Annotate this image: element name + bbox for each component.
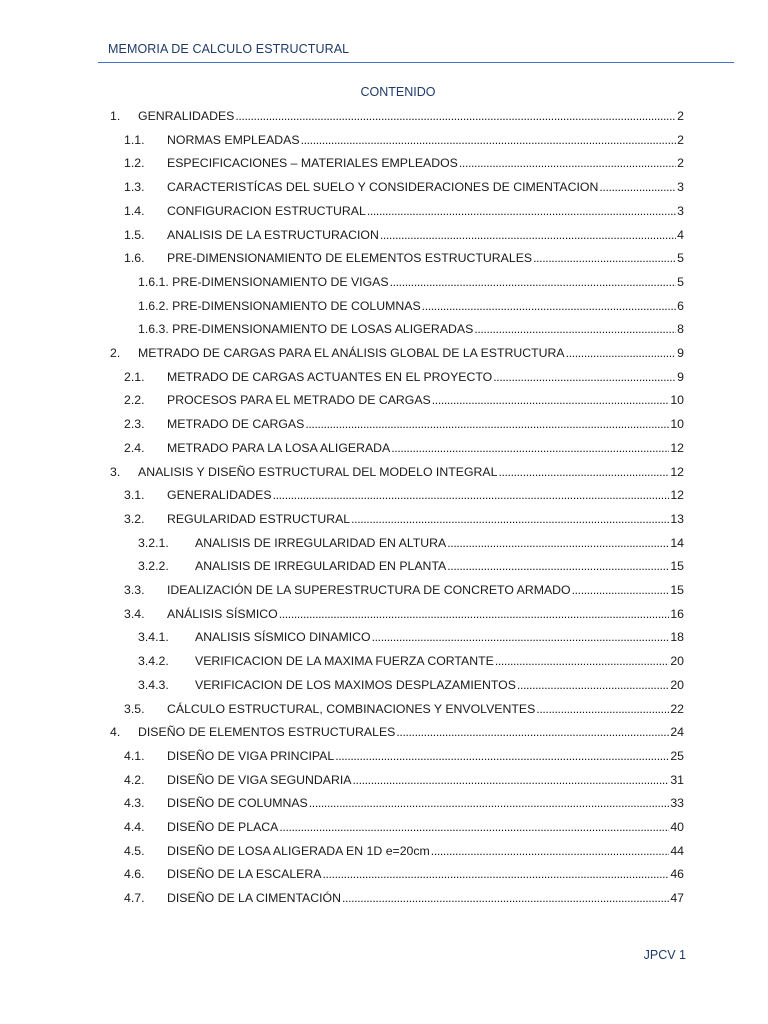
- toc-entry-number: 4.6.: [124, 867, 145, 882]
- toc-entry-page: 9: [677, 369, 684, 384]
- toc-entry-title: ANÁLISIS SÍSMICO: [167, 606, 278, 621]
- toc-entry-page: 6: [677, 298, 684, 313]
- toc-dot-leader: [372, 630, 670, 644]
- toc-dot-leader: [380, 228, 676, 242]
- toc-entry-title: DISEÑO DE VIGA SEGUNDARIA: [167, 772, 352, 787]
- toc-entry-page: 12: [670, 440, 684, 455]
- toc-dot-leader: [353, 773, 670, 787]
- toc-entry-number: 4.5.: [124, 843, 145, 858]
- toc-entry-title: GENERALIDADES: [167, 488, 272, 503]
- toc-entry-page: 16: [670, 606, 684, 621]
- toc-entry[interactable]: [124, 508, 684, 530]
- toc-entry-page: 15: [670, 583, 684, 597]
- toc-entry-title: DISEÑO DE ELEMENTOS ESTRUCTURALES: [138, 725, 396, 740]
- toc-dot-leader: [279, 820, 669, 834]
- toc-entry-title: VERIFICACION DE LA MAXIMA FUERZA CORTANTE: [195, 654, 494, 669]
- toc-dot-leader: [599, 180, 676, 194]
- toc-entry-page: 10: [670, 417, 684, 432]
- toc-entry[interactable]: [138, 674, 684, 696]
- toc-entry-number: 3.5.: [124, 701, 145, 716]
- toc-entry-number: 1.2.: [124, 156, 145, 171]
- toc-entry-page: 20: [670, 677, 684, 692]
- toc-entry-page: 12: [670, 488, 684, 503]
- toc-dot-leader: [322, 867, 669, 881]
- toc-entry-title: DISEÑO DE PLACA: [167, 820, 279, 834]
- toc-entry-title: ANALISIS DE IRREGULARIDAD EN PLANTA: [195, 559, 447, 574]
- toc-entry[interactable]: [138, 271, 684, 293]
- toc-entry-title: DISEÑO DE LOSA ALIGERADA EN 1D e=20cm: [167, 843, 430, 858]
- toc-dot-leader: [498, 465, 669, 479]
- toc-entry-title: REGULARIDAD ESTRUCTURAL: [167, 511, 351, 526]
- toc-entry-title: DISEÑO DE LA ESCALERA: [167, 867, 322, 882]
- toc-dot-leader: [279, 607, 670, 621]
- toc-entry-title: DISEÑO DE VIGA PRINCIPAL: [167, 748, 335, 763]
- toc-entry[interactable]: [124, 200, 684, 222]
- toc-dot-leader: [422, 299, 677, 313]
- toc-entry[interactable]: [124, 224, 684, 246]
- toc-dot-leader: [351, 512, 669, 526]
- toc-dot-leader: [536, 702, 669, 716]
- toc-dot-leader: [391, 441, 669, 455]
- toc-entry[interactable]: [124, 769, 684, 791]
- toc-entry[interactable]: [124, 863, 684, 885]
- toc-entry-title: DISEÑO DE COLUMNAS: [167, 796, 308, 811]
- toc-entry[interactable]: [124, 603, 684, 625]
- toc-entry-title: CARACTERISTÍCAS DEL SUELO Y CONSIDERACIONES DE CIMENTACION: [167, 180, 599, 195]
- toc-entry-page: 5: [677, 274, 684, 289]
- toc-dot-leader: [432, 393, 670, 407]
- toc-entry-number: 4.3.: [124, 796, 145, 811]
- toc-entry-page: 13: [670, 511, 684, 526]
- toc-entry[interactable]: [124, 840, 684, 862]
- toc-entry-title: VERIFICACION DE LOS MAXIMOS DESPLAZAMIENTOS: [195, 677, 516, 692]
- page-footer: JPCV 1: [643, 948, 686, 962]
- toc-entry-number: 2.3.: [124, 417, 145, 432]
- toc-entry-number: 1.4.: [124, 203, 145, 218]
- toc-entry[interactable]: [124, 437, 684, 459]
- toc-dot-leader: [396, 725, 669, 739]
- toc-entry-page: 10: [670, 393, 684, 408]
- toc-entry[interactable]: [110, 342, 684, 364]
- toc-dot-leader: [447, 536, 669, 550]
- toc-entry-page: 18: [670, 630, 684, 645]
- toc-entry-page: 2: [677, 132, 684, 147]
- toc-entry-number: 2.4.: [124, 440, 145, 455]
- toc-entry-page: 2: [677, 109, 684, 123]
- toc-entry[interactable]: [124, 816, 684, 838]
- toc-entry-page: 12: [670, 464, 684, 479]
- toc-entry[interactable]: [110, 105, 684, 127]
- toc-entry-title: GENRALIDADES: [138, 109, 235, 123]
- toc-dot-leader: [495, 654, 669, 668]
- toc-dot-leader: [309, 796, 670, 810]
- toc-entry-number: 2.2.: [124, 393, 145, 408]
- toc-entry-title: ANALISIS DE IRREGULARIDAD EN ALTURA: [195, 535, 447, 550]
- toc-entry-page: 22: [670, 701, 684, 716]
- toc-dot-leader: [301, 133, 677, 147]
- toc-entry-title: ANALISIS DE LA ESTRUCTURACION: [167, 227, 379, 242]
- toc-entry[interactable]: [138, 626, 684, 648]
- toc-entry-page: 14: [670, 535, 684, 550]
- toc-entry-number: 3.1.: [124, 488, 145, 503]
- toc-entry-number: 1.3.: [124, 180, 145, 195]
- toc-entry-number: 3.4.2.: [138, 654, 169, 669]
- toc-entry-number: 2.1.: [124, 369, 145, 384]
- toc-dot-leader: [447, 559, 669, 573]
- toc-entry-title: ESPECIFICACIONES – MATERIALES EMPLEADOS: [167, 156, 458, 171]
- toc-entry-number: 3.4.1.: [138, 630, 169, 645]
- toc-entry-number: 1.6.: [124, 251, 145, 266]
- toc-entry-title: 1.6.1. PRE-DIMENSIONAMIENTO DE VIGAS: [138, 274, 389, 289]
- toc-entry-number: 3.3.: [124, 583, 145, 597]
- toc-entry[interactable]: [138, 555, 684, 577]
- toc-entry[interactable]: [138, 318, 684, 340]
- toc-dot-leader: [459, 156, 676, 170]
- toc-entry-title: METRADO DE CARGAS: [167, 417, 305, 432]
- toc-entry-page: 15: [670, 559, 684, 574]
- toc-entry-page: 4: [677, 227, 684, 242]
- toc-entry[interactable]: [124, 887, 684, 909]
- toc-entry[interactable]: [124, 152, 684, 174]
- toc-entry[interactable]: [124, 792, 684, 814]
- toc-entry-title: ANALISIS Y DISEÑO ESTRUCTURAL DEL MODELO INTEGRAL: [138, 464, 498, 479]
- toc-entry-title: ANALISIS SÍSMICO DINAMICO: [195, 630, 371, 645]
- toc-entry[interactable]: [124, 366, 684, 388]
- toc-entry[interactable]: [124, 129, 684, 151]
- toc-entry-page: 24: [670, 725, 684, 740]
- toc-entry-number: 4.: [110, 725, 121, 740]
- toc-heading: CONTENIDO: [360, 85, 436, 99]
- toc-entry[interactable]: [124, 389, 684, 411]
- toc-dot-leader: [305, 417, 669, 431]
- toc-entry-page: 8: [677, 322, 684, 337]
- toc-entry-page: 5: [677, 251, 684, 266]
- toc-entry-number: 1.5.: [124, 227, 145, 242]
- toc-entry-page: 9: [677, 346, 684, 360]
- toc-entry-page: 20: [670, 654, 684, 669]
- toc-entry[interactable]: [124, 176, 684, 198]
- toc-dot-leader: [273, 488, 670, 502]
- toc-dot-leader: [474, 322, 676, 336]
- toc-entry[interactable]: [138, 650, 684, 672]
- toc-entry-page: 40: [670, 820, 684, 834]
- toc-dot-leader: [517, 678, 669, 692]
- toc-entry-page: 47: [670, 891, 684, 906]
- document-header-title: MEMORIA DE CALCULO ESTRUCTURAL: [108, 42, 350, 56]
- toc-entry-number: 3.: [110, 464, 121, 479]
- toc-entry-title: METRADO DE CARGAS ACTUANTES EN EL PROYECTO: [167, 369, 493, 384]
- toc-dot-leader: [533, 251, 676, 265]
- toc-entry-title: NORMAS EMPLEADAS: [167, 132, 300, 147]
- toc-entry-number: 3.2.: [124, 511, 145, 526]
- toc-entry-number: 4.4.: [124, 820, 145, 834]
- toc-entry-number: 4.2.: [124, 772, 145, 787]
- toc-entry-number: 2.: [110, 346, 121, 360]
- toc-entry[interactable]: [124, 247, 684, 269]
- toc-entry-title: CÁLCULO ESTRUCTURAL, COMBINACIONES Y ENVOLVENTES: [167, 701, 536, 716]
- toc-entry-number: 1.1.: [124, 132, 145, 147]
- toc-entry-page: 25: [670, 748, 684, 763]
- toc-entry-page: 3: [677, 180, 684, 195]
- toc-entry-title: IDEALIZACIÓN DE LA SUPERESTRUCTURA DE CONCRETO ARMADO: [167, 583, 571, 597]
- toc-entry[interactable]: [138, 532, 684, 554]
- toc-dot-leader: [367, 204, 676, 218]
- toc-entry-page: 44: [670, 843, 684, 858]
- toc-entry[interactable]: [124, 745, 684, 767]
- toc-dot-leader: [235, 109, 676, 123]
- toc-entry[interactable]: [110, 461, 684, 483]
- toc-entry-title: 1.6.3. PRE-DIMENSIONAMIENTO DE LOSAS ALIGERADAS: [138, 322, 474, 337]
- toc-entry[interactable]: [110, 721, 684, 743]
- toc-entry-number: 1.: [110, 109, 121, 123]
- toc-dot-leader: [572, 583, 670, 597]
- toc-dot-leader: [566, 346, 677, 360]
- toc-entry-title: PROCESOS PARA EL METRADO DE CARGAS: [167, 393, 431, 408]
- toc-entry[interactable]: [138, 295, 684, 317]
- toc-entry-page: 33: [670, 796, 684, 811]
- toc-dot-leader: [342, 891, 669, 905]
- toc-entry-title: 1.6.2. PRE-DIMENSIONAMIENTO DE COLUMNAS: [138, 298, 421, 313]
- toc-entry-number: 4.1.: [124, 748, 145, 763]
- toc-entry[interactable]: [124, 579, 684, 601]
- toc-entry-number: 3.2.1.: [138, 535, 169, 550]
- toc-entry-page: 2: [677, 156, 684, 171]
- toc-dot-leader: [335, 749, 669, 763]
- toc-entry-number: 3.2.2.: [138, 559, 169, 574]
- toc-dot-leader: [390, 275, 677, 289]
- toc-dot-leader: [493, 370, 676, 384]
- toc-entry[interactable]: [124, 413, 684, 435]
- toc-entry-title: PRE-DIMENSIONAMIENTO DE ELEMENTOS ESTRUCTURALES: [167, 251, 533, 266]
- toc-entry-number: 3.4.: [124, 606, 145, 621]
- toc-dot-leader: [431, 844, 670, 858]
- toc-entry-number: 3.4.3.: [138, 677, 169, 692]
- toc-entry-title: CONFIGURACION ESTRUCTURAL: [167, 203, 366, 218]
- toc-entry-title: METRADO PARA LA LOSA ALIGERADA: [167, 440, 391, 455]
- toc-entry-page: 46: [670, 867, 684, 882]
- toc-entry-title: DISEÑO DE LA CIMENTACIÓN: [167, 891, 342, 906]
- toc-entry-page: 31: [670, 772, 684, 787]
- toc-entry[interactable]: [124, 698, 684, 720]
- toc-entry[interactable]: [124, 484, 684, 506]
- toc-entry-title: METRADO DE CARGAS PARA EL ANÁLISIS GLOBAL DE LA ESTRUCTURA: [138, 346, 565, 360]
- header-divider: [98, 62, 734, 63]
- toc-entry-page: 3: [677, 203, 684, 218]
- toc-entry-number: 4.7.: [124, 891, 145, 906]
